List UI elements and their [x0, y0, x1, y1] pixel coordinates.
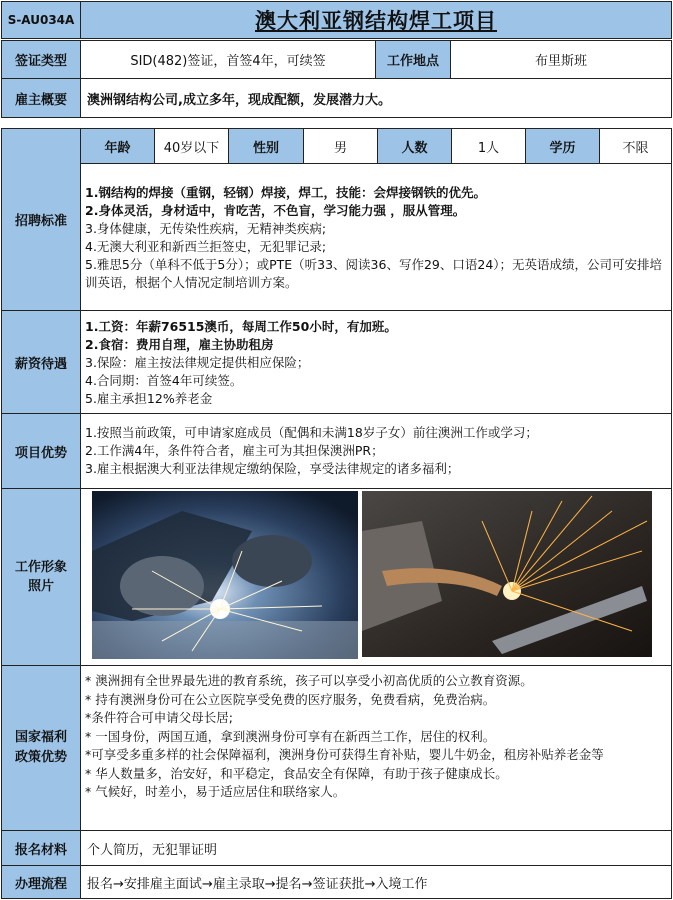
project-code: S-AU034A [1, 1, 81, 39]
salary-list [85, 318, 665, 408]
welfare-item: * 华人数量多，治安好，和平稳定，食品安全有保障，有助于孩子健康成长。 [85, 765, 508, 781]
work-location-label: 工作地点 [375, 40, 451, 79]
welding-photo-right [362, 491, 652, 657]
process-value: 报名→安排雇主面试→雇主录取→提名→签证获批→入境工作 [80, 865, 672, 899]
requirement-item: 4.无澳大利亚和新西兰拒签史，无犯罪记录; [85, 239, 327, 254]
welfare-label-text: 国家福利政策优势 [14, 730, 67, 765]
materials-value: 个人简历，无犯罪证明 [80, 830, 672, 866]
advantages-label: 项目优势 [1, 413, 81, 489]
welfare-item: *可享受多重多样的社会保障福利，澳洲身份可获得生育补贴，婴儿牛奶金，租房补贴养老金等 [85, 747, 604, 762]
visa-type-value: SID(482)签证，首签4年，可续签 [80, 40, 376, 79]
advantages-list [85, 424, 665, 478]
requirements-list [85, 184, 665, 292]
age-value: 40岁以下 [154, 128, 229, 164]
salary-label: 薪资待遇 [1, 310, 81, 414]
headcount-value: 1人 [451, 128, 526, 164]
photos-label-text: 工作形象照片 [14, 560, 67, 594]
work-location-value: 布里斯班 [450, 40, 672, 79]
welfare-item: * 澳洲拥有全世界最先进的教育系统，孩子可以享受小初高优质的公立教育资源。 [85, 673, 533, 688]
education-value: 不限 [599, 128, 672, 164]
requirement-item: 1.钢结构的焊接（重钢，轻钢）焊接，焊工，技能：会焊接钢铁的优先。 [85, 185, 486, 200]
age-label: 年龄 [80, 128, 155, 164]
salary-item: 1.工资：年薪76515澳币，每周工作50小时，有加班。 [85, 319, 397, 334]
advantage-item: 2.工作满4年，条件符合者，雇主可为其担保澳洲PR； [85, 443, 384, 458]
process-label: 办理流程 [1, 865, 81, 899]
requirement-item: 5.雅思5分（单科不低于5分）；或PTE（听33、阅读36、写作29、口语24）；无英语成绩，公司可安排培训英语，根据个人情况定制培训方案。 [85, 257, 663, 290]
salary-item: 3.保险：雇主按法律规定提供相应保险； [85, 355, 310, 370]
welfare-item: *条件符合可申请父母长居; [85, 710, 233, 725]
welfare-label [1, 665, 81, 831]
requirement-item: 2.身体灵活，身材适中，肯吃苦，不色盲，学习能力强 ，服从管理。 [85, 203, 466, 218]
welfare-item: * 一国身份，两国互通，拿到澳洲身份可享有在新西兰工作，居住的权利。 [85, 728, 496, 744]
advantage-item: 1.按照当前政策，可申请家庭成员（配偶和未满18岁子女）前往澳洲工作或学习； [85, 425, 538, 440]
gender-value: 男 [303, 128, 378, 164]
headcount-label: 人数 [377, 128, 452, 164]
employer-label: 雇主概要 [1, 78, 81, 118]
welfare-item: * 气候好，时差小，易于适应居住和联络家人。 [85, 784, 346, 799]
advantage-item: 3.雇主根据澳大利亚法律规定缴纳保险，享受法律规定的诸多福利； [85, 461, 460, 476]
employer-value: 澳洲钢结构公司,成立多年，现成配额，发展潜力大。 [80, 78, 672, 118]
welder-gloves-sparks-image [92, 491, 358, 659]
welding-photo-left [92, 491, 358, 659]
salary-item: 5.雇主承担12%养老金 [85, 391, 213, 406]
requirement-item: 3.身体健康，无传染性疾病，无精神类疾病; [85, 221, 327, 236]
visa-type-label: 签证类型 [1, 40, 81, 79]
requirements-label: 招聘标准 [1, 128, 81, 311]
welding-torch-sparks-image [362, 491, 652, 657]
gender-label: 性别 [228, 128, 304, 164]
materials-label: 报名材料 [1, 830, 81, 866]
salary-item: 4.合同期：首签4年可续签。 [85, 373, 243, 388]
page-title: 澳大利亚钢结构焊工项目 [80, 1, 672, 39]
education-label: 学历 [525, 128, 600, 164]
photos-label [1, 488, 81, 666]
welfare-item: * 持有澳洲身份可在公立医院享受免费的医疗服务，免费看病，免费治病。 [85, 691, 496, 707]
welfare-list [85, 672, 667, 802]
salary-item: 2.食宿：费用自理，雇主协助租房 [85, 337, 274, 352]
